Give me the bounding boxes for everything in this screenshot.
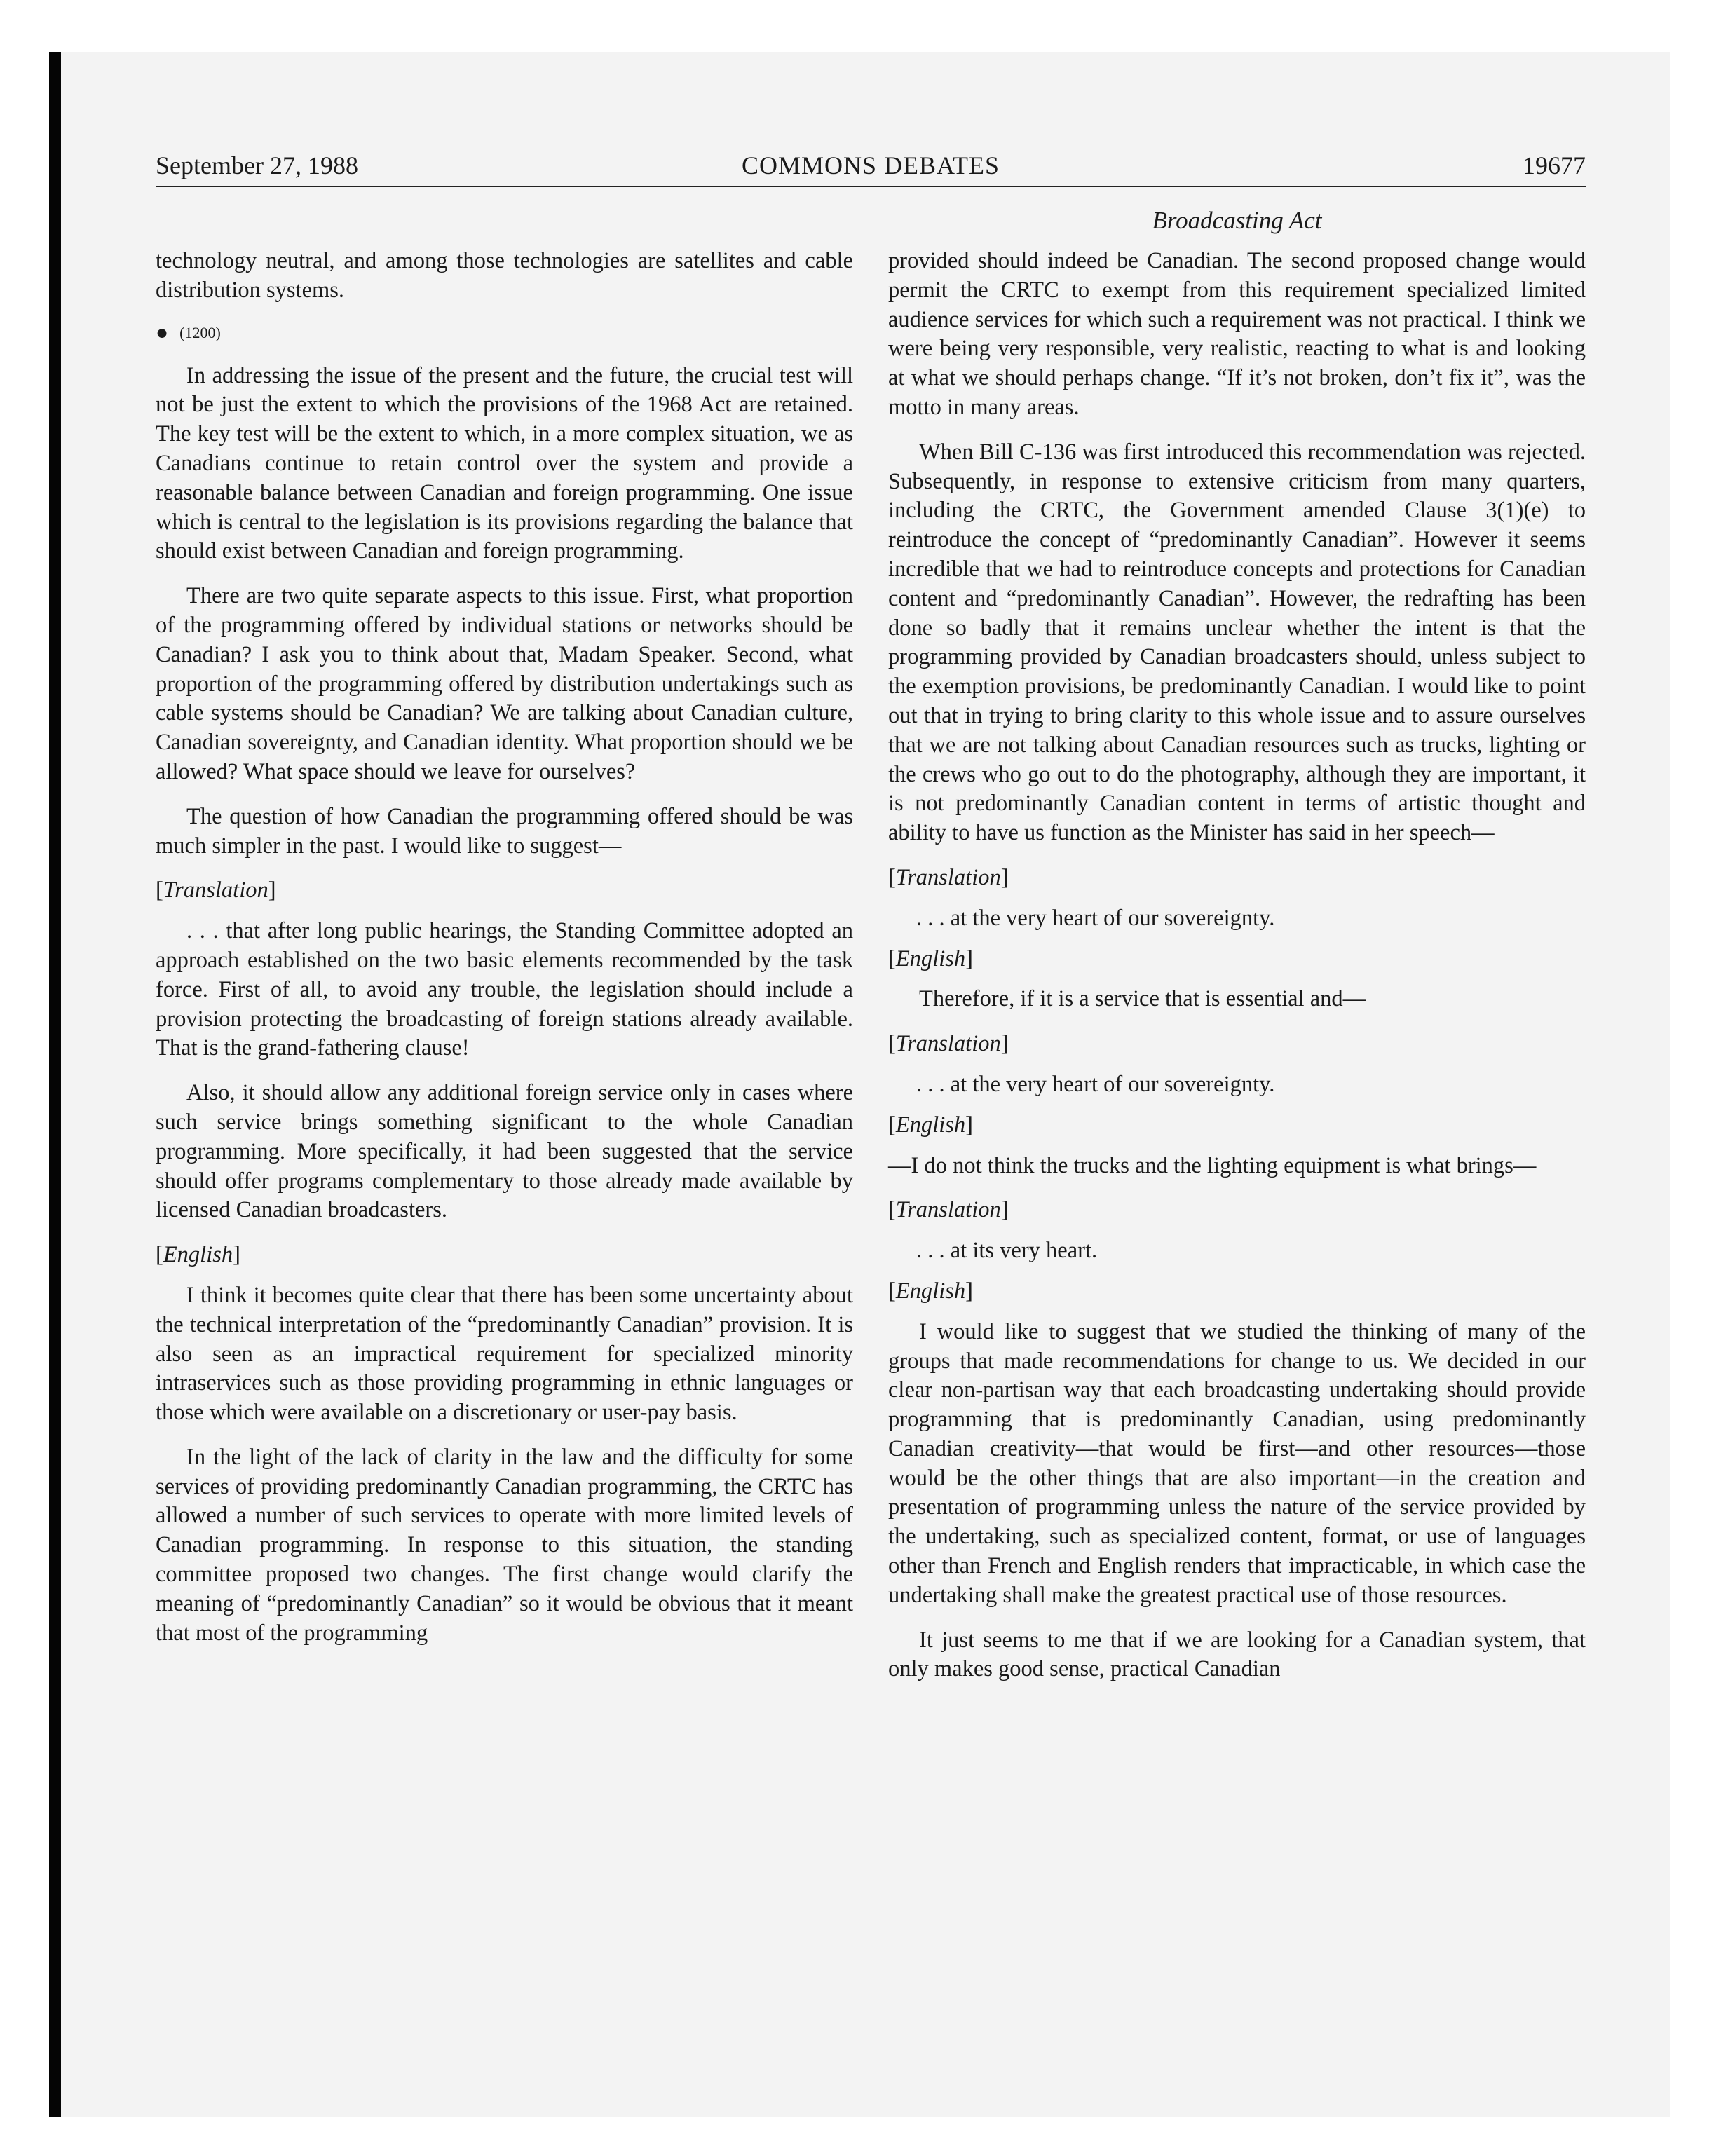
paragraph: technology neutral, and among those technologies are satellites and cable distribution systems. — [156, 248, 853, 303]
paragraph: provided should indeed be Canadian. The second proposed change would permit the CRTC to exempt from this requirement specialized limited audience services for which such a requirement was not practical. I think we were being very responsible, very realistic, reacting to what is and looking at what we should perhaps change. “If it’s not broken, don’t fix it”, was the motto in many areas. — [888, 248, 1586, 420]
language-note: [English] — [156, 1242, 240, 1268]
time-marker-label: (1200) — [179, 323, 221, 341]
left-column — [156, 247, 853, 1663]
paragraph: It just seems to me that if we are looking for a Canadian system, that only makes good sense, practical Canadian — [888, 1627, 1586, 1682]
quotation: . . . at the very heart of our sovereignty. — [916, 905, 1275, 931]
language-note: [Translation] — [888, 1197, 1009, 1223]
quotation: . . . at its very heart. — [916, 1238, 1098, 1264]
language-note: [English] — [888, 1112, 973, 1138]
paragraph: The question of how Canadian the programming offered should be was much simpler in the past. I would like to suggest— — [156, 803, 853, 859]
language-note: [English] — [888, 1278, 973, 1304]
bullet-icon: ● — [156, 320, 169, 344]
paragraph: Therefore, if it is a service that is essential and— — [919, 986, 1366, 1012]
section-title: Broadcasting Act — [1152, 207, 1322, 234]
document-page — [156, 147, 1586, 2040]
time-marker — [156, 321, 853, 345]
language-note-label: English — [895, 1278, 966, 1304]
paragraph: I think it becomes quite clear that there has been some uncertainty about the technical interpretation of the “predominantly Canadian” provision. It is also seen as an impractical requirement for specialized minority intraservices such as those providing programming in ethnic languages or those which were available on a discretionary or user-pay basis. — [156, 1282, 853, 1426]
language-note-label: Translation — [895, 864, 1001, 890]
paragraph: In the light of the lack of clarity in the law and the difficulty for some services of providing predominantly Canadian programming, the CRTC has allowed a number of such services to operate with more limited levels of Canadian programming. In response to this situation, the standing committee proposed two changes. The first change would clarify the meaning of “predominantly Canadian” so it would be obvious that it meant that most of the programming — [156, 1444, 853, 1646]
language-note: [English] — [888, 946, 973, 971]
paragraph: When Bill C-136 was first introduced this recommendation was rejected. Subsequently, in response to extensive criticism from many quarters, including the CRTC, the Government amended Clause 3(1)(e) to reintroduce the concept of “predominantly Canadian”. However it seems incredible that we had to reintroduce concepts and protections for Canadian content and “predominantly Canadian”. However, the redrafting has been done so badly that it remains unclear whether the intent is that the programming provided by Canadian broadcasters should, unless subject to the exemption provisions, be predominantly Canadian. I would like to point out that in trying to bring clarity to this whole issue and to assure ourselves that we are not talking about Canadian resources such as trucks, lighting or the crews who go out to do the photography, although they are important, it is not predominantly Canadian content in terms of artistic thought and ability to have us function as the Minister has said in her speech— — [888, 439, 1586, 846]
header-date: September 27, 1988 — [156, 151, 358, 179]
language-note-label: Translation — [895, 1031, 1001, 1057]
scan-binding-edge — [49, 52, 61, 2117]
running-header — [156, 147, 1586, 184]
language-note-label: Translation — [895, 1197, 1001, 1223]
language-note: [Translation] — [888, 1031, 1009, 1057]
language-note-label: Translation — [163, 878, 268, 903]
language-note: [Translation] — [156, 878, 276, 903]
paragraph: Also, it should allow any additional foreign service only in cases where such service brings something significant to the whole Canadian programming. More specifically, it had been suggested that the service should offer programs complementary to those already made available by licensed Canadian broadcasters. — [156, 1080, 853, 1223]
page-number: 19677 — [1523, 151, 1586, 179]
paragraph: I would like to suggest that we studied the thinking of many of the groups that made recommendations for change to us. We decided in our clear non-partisan way that each broadcasting undertaking should provide programming that is predominantly Canadian, using predominantly Canadian creativity—that would be first—and other resources—those would be the other things that are also important—in the creation and presentation of programming unless the nature of the service provided by the undertaking, such as specialized content, format, or use of languages other than French and English renders that impracticable, in which case the undertaking shall make the greatest practical use of those resources. — [888, 1318, 1586, 1608]
quotation: . . . at the very heart of our sovereignty. — [916, 1071, 1275, 1097]
right-column — [888, 247, 1586, 1700]
language-note-label: English — [163, 1242, 233, 1268]
journal-title: COMMONS DEBATES — [741, 151, 1000, 179]
paragraph: . . . that after long public hearings, the Standing Committee adopted an approach established on the two basic elements recommended by the task force. First of all, to avoid any trouble, the legislation should include a provision protecting the broadcasting of foreign stations already available. That is the grand-fathering clause! — [156, 918, 853, 1061]
language-note-label: English — [895, 1112, 966, 1138]
language-note-label: English — [895, 946, 966, 971]
paragraph: —I do not think the trucks and the lighting equipment is what brings— — [888, 1152, 1537, 1178]
paragraph: In addressing the issue of the present and the future, the crucial test will not be just the extent to which the provisions of the 1968 Act are retained. The key test will be the extent to which, in a more complex situation, we as Canadians continue to retain control over the system and provide a reasonable balance between Canadian and foreign programming. One issue which is central to the legislation is its provisions regarding the balance that should exist between Canadian and foreign programming. — [156, 362, 853, 564]
language-note: [Translation] — [888, 864, 1009, 890]
paragraph: There are two quite separate aspects to this issue. First, what proportion of the programming offered by individual stations or networks should be Canadian? I ask you to think about that, Madam Speaker. Second, what proportion of the programming offered by distribution undertakings such as cable systems should be Canadian? We are talking about Canadian culture, Canadian sovereignty, and Canadian identity. What proportion should we be allowed? What space should we leave for ourselves? — [156, 583, 853, 784]
header-rule — [156, 186, 1586, 187]
